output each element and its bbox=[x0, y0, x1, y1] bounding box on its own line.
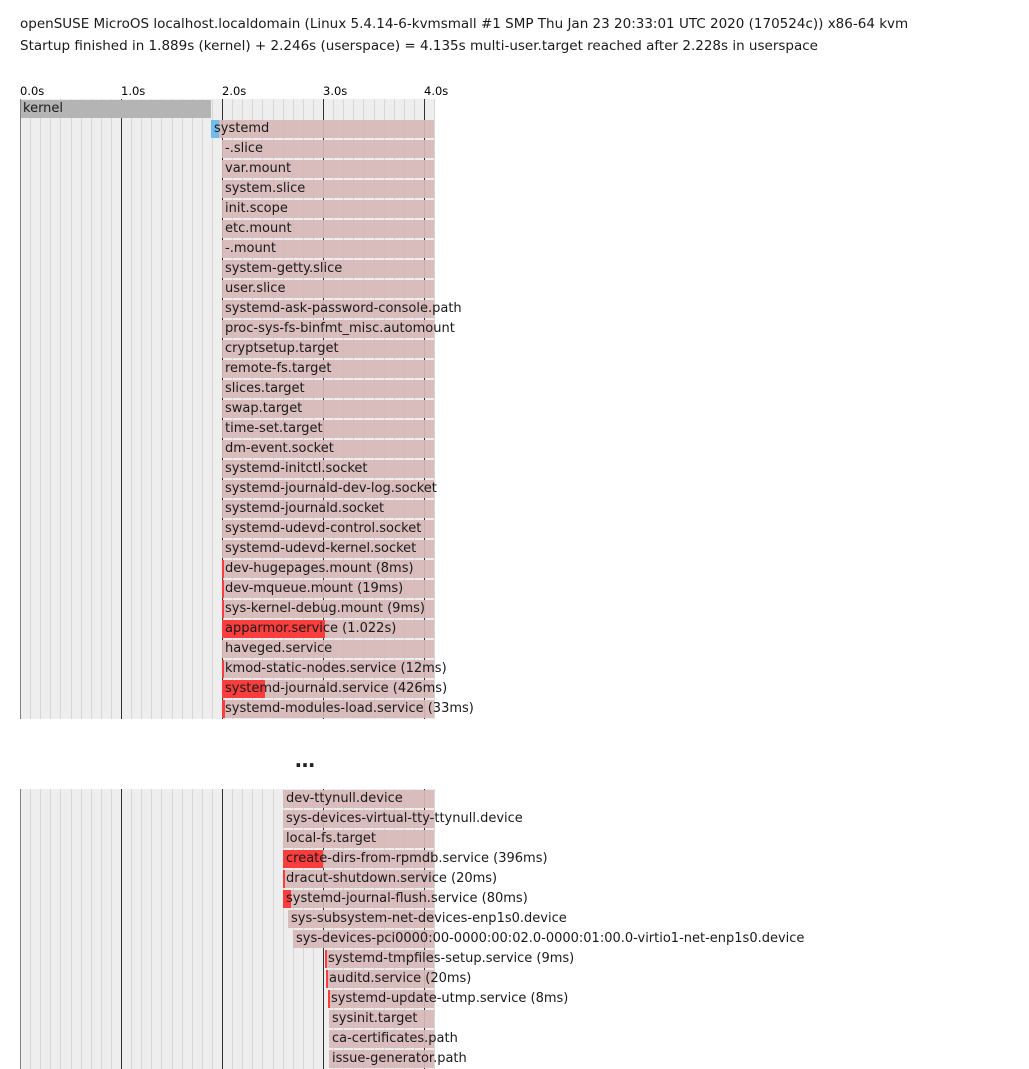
unit-total-bar bbox=[222, 160, 434, 178]
timeline-row[interactable] bbox=[20, 419, 434, 439]
unit-total-bar bbox=[222, 500, 434, 518]
timeline-row[interactable] bbox=[20, 659, 447, 679]
unit-active-bar bbox=[222, 700, 225, 718]
timeline-row[interactable] bbox=[20, 99, 434, 119]
unit-label: kernel bbox=[23, 101, 64, 116]
unit-active-bar bbox=[283, 870, 285, 888]
timeline-row[interactable] bbox=[20, 559, 434, 579]
unit-initializing-bar bbox=[211, 120, 219, 138]
timeline-row[interactable] bbox=[20, 639, 434, 659]
timeline-row[interactable] bbox=[20, 809, 523, 829]
timeline-row[interactable] bbox=[20, 579, 434, 599]
unit-total-bar bbox=[293, 930, 434, 948]
timeline-row[interactable] bbox=[20, 219, 434, 239]
unit-label: systemd-tmpfiles-setup.service (9ms) bbox=[328, 951, 575, 966]
unit-total-bar bbox=[222, 700, 434, 718]
unit-active-bar bbox=[222, 600, 224, 618]
unit-total-bar bbox=[222, 140, 434, 158]
timeline-row[interactable] bbox=[20, 439, 434, 459]
unit-label: time-set.target bbox=[225, 421, 323, 436]
timeline-row[interactable] bbox=[20, 1049, 467, 1069]
unit-total-bar bbox=[222, 520, 434, 538]
unit-total-bar bbox=[325, 950, 434, 968]
timeline-row[interactable] bbox=[20, 399, 434, 419]
axis-tick-label: 3.0s bbox=[323, 84, 348, 98]
timeline-row[interactable] bbox=[20, 849, 548, 869]
timeline-row[interactable] bbox=[20, 159, 434, 179]
unit-label: local-fs.target bbox=[286, 831, 376, 846]
unit-total-bar bbox=[222, 260, 434, 278]
timeline-row[interactable] bbox=[20, 909, 567, 929]
unit-label: -.mount bbox=[225, 241, 277, 256]
unit-total-bar bbox=[222, 360, 434, 378]
unit-active-bar bbox=[325, 950, 327, 968]
unit-total-bar bbox=[211, 120, 434, 138]
plot-left-border bbox=[20, 99, 21, 719]
unit-label: sysinit.target bbox=[332, 1011, 418, 1026]
unit-total-bar bbox=[222, 420, 434, 438]
unit-label: haveged.service bbox=[225, 641, 333, 656]
timeline-row[interactable] bbox=[20, 459, 434, 479]
unit-total-bar bbox=[328, 990, 434, 1008]
axis-tick-label: 4.0s bbox=[424, 84, 449, 98]
unit-label: init.scope bbox=[225, 201, 288, 216]
unit-label: dev-ttynull.device bbox=[286, 791, 403, 806]
timeline-row[interactable] bbox=[20, 869, 498, 889]
timeline-row[interactable] bbox=[20, 279, 434, 299]
timeline-row[interactable] bbox=[20, 949, 575, 969]
unit-label: etc.mount bbox=[225, 221, 292, 236]
unit-total-bar bbox=[222, 480, 434, 498]
unit-total-bar bbox=[288, 910, 434, 928]
unit-total-bar bbox=[222, 400, 434, 418]
unit-active-bar bbox=[222, 620, 325, 638]
unit-label: system.slice bbox=[225, 181, 306, 196]
timeline-row[interactable] bbox=[20, 299, 462, 319]
unit-label: remote-fs.target bbox=[225, 361, 332, 376]
timeline-row[interactable] bbox=[20, 359, 434, 379]
unit-label: systemd-journald.service (426ms) bbox=[225, 681, 448, 696]
unit-total-bar bbox=[283, 810, 434, 828]
unit-label: user.slice bbox=[225, 281, 286, 296]
unit-active-bar bbox=[326, 970, 328, 988]
unit-active-bar bbox=[283, 850, 323, 868]
unit-total-bar bbox=[283, 790, 434, 808]
startup-timing-line: Startup finished in 1.889s (kernel) + 2.246s (userspace) = 4.135s multi-user.target reached after 2.228s in userspace bbox=[20, 38, 818, 54]
unit-total-bar bbox=[222, 640, 434, 658]
unit-label: systemd-udevd-control.socket bbox=[225, 521, 422, 536]
unit-total-bar bbox=[283, 830, 434, 848]
system-description-line: openSUSE MicroOS localhost.localdomain (Linux 5.4.14-6-kvmsmall #1 SMP Thu Jan 23 20:33:01 UTC 2020 (170524c)) x86-64 kvm bbox=[20, 16, 909, 32]
unit-label: dm-event.socket bbox=[225, 441, 334, 456]
unit-total-bar bbox=[329, 1010, 434, 1028]
unit-label: systemd-update-utmp.service (8ms) bbox=[331, 991, 569, 1006]
unit-total-bar bbox=[222, 440, 434, 458]
timeline-row[interactable] bbox=[20, 1009, 434, 1029]
unit-label: systemd-modules-load.service (33ms) bbox=[225, 701, 474, 716]
timeline-row[interactable] bbox=[20, 499, 434, 519]
timeline-row[interactable] bbox=[20, 699, 474, 719]
unit-label: dev-hugepages.mount (8ms) bbox=[225, 561, 414, 576]
unit-total-bar bbox=[329, 1030, 434, 1048]
timeline-row[interactable] bbox=[20, 239, 434, 259]
timeline-row[interactable] bbox=[20, 619, 434, 639]
boot-summary-header bbox=[20, 13, 1010, 57]
plot-left-border bbox=[20, 789, 21, 1069]
unit-total-bar bbox=[222, 560, 434, 578]
unit-total-bar bbox=[222, 220, 434, 238]
unit-label: ca-certificates.path bbox=[332, 1031, 458, 1046]
timeline-plot-bottom bbox=[20, 789, 805, 1069]
unit-label: create-dirs-from-rpmdb.service (396ms) bbox=[286, 851, 548, 866]
timeline-row[interactable] bbox=[20, 789, 434, 809]
timeline-row[interactable] bbox=[20, 179, 434, 199]
unit-label: systemd-journald.socket bbox=[225, 501, 385, 516]
unit-active-bar bbox=[222, 580, 224, 598]
unit-label: proc-sys-fs-binfmt_misc.automount bbox=[225, 321, 455, 336]
timeline-row[interactable] bbox=[20, 1029, 458, 1049]
unit-label: -.slice bbox=[225, 141, 263, 156]
unit-total-bar bbox=[283, 870, 434, 888]
unit-total-bar bbox=[222, 600, 434, 618]
timeline-row[interactable] bbox=[20, 829, 434, 849]
timeline-plot-top bbox=[20, 99, 474, 719]
unit-label: kmod-static-nodes.service (12ms) bbox=[225, 661, 447, 676]
unit-label: swap.target bbox=[225, 401, 303, 416]
unit-label: systemd-udevd-kernel.socket bbox=[225, 541, 417, 556]
unit-total-bar bbox=[222, 460, 434, 478]
unit-label: systemd-journald-dev-log.socket bbox=[225, 481, 437, 496]
timeline-row[interactable] bbox=[20, 479, 437, 499]
unit-label: sys-kernel-debug.mount (9ms) bbox=[225, 601, 425, 616]
unit-label: var.mount bbox=[225, 161, 292, 176]
unit-active-bar bbox=[283, 890, 291, 908]
unit-total-bar bbox=[222, 340, 434, 358]
unit-label: auditd.service (20ms) bbox=[329, 971, 472, 986]
unit-label: dracut-shutdown.service (20ms) bbox=[286, 871, 498, 886]
unit-label: cryptsetup.target bbox=[225, 341, 339, 356]
unit-total-bar bbox=[222, 280, 434, 298]
axis-tick-label: 1.0s bbox=[121, 84, 146, 98]
timeline-row[interactable] bbox=[20, 199, 434, 219]
timeline-row[interactable] bbox=[20, 339, 434, 359]
axis-tick-label: 2.0s bbox=[222, 84, 247, 98]
unit-total-bar bbox=[222, 660, 434, 678]
unit-label: systemd bbox=[214, 121, 270, 136]
timeline-row[interactable] bbox=[20, 519, 434, 539]
unit-label: sys-devices-pci0000:00-0000:00:02.0-0000:01:00.0-virtio1-net-enp1s0.device bbox=[296, 931, 805, 946]
unit-label: sys-devices-virtual-tty-ttynull.device bbox=[286, 811, 523, 826]
unit-total-bar bbox=[222, 200, 434, 218]
unit-active-bar bbox=[222, 680, 265, 698]
timeline-row[interactable] bbox=[20, 139, 434, 159]
axis-tick-label: 0.0s bbox=[20, 84, 45, 98]
timeline-row[interactable] bbox=[20, 539, 434, 559]
unit-total-bar bbox=[222, 320, 434, 338]
unit-total-bar bbox=[222, 240, 434, 258]
timeline-row[interactable] bbox=[20, 889, 528, 909]
timeline-row[interactable] bbox=[20, 119, 434, 139]
unit-total-bar bbox=[283, 890, 434, 908]
unit-total-bar bbox=[222, 540, 434, 558]
unit-total-bar bbox=[222, 380, 434, 398]
unit-total-bar bbox=[222, 300, 434, 318]
timeline-row[interactable] bbox=[20, 259, 434, 279]
timeline-row[interactable] bbox=[20, 969, 472, 989]
unit-total-bar bbox=[326, 970, 434, 988]
unit-total-bar bbox=[222, 580, 434, 598]
timeline-row[interactable] bbox=[20, 679, 448, 699]
gridline-minor bbox=[434, 789, 435, 1069]
unit-total-bar bbox=[329, 1050, 434, 1068]
timeline-row[interactable] bbox=[20, 929, 805, 949]
unit-label: issue-generator.path bbox=[332, 1051, 467, 1066]
time-axis-top bbox=[0, 84, 474, 98]
unit-label: slices.target bbox=[225, 381, 305, 396]
unit-active-bar bbox=[222, 660, 224, 678]
unit-label: systemd-journal-flush.service (80ms) bbox=[286, 891, 528, 906]
timeline-row[interactable] bbox=[20, 989, 569, 1009]
kernel-bar bbox=[20, 100, 211, 118]
gridline-minor bbox=[434, 99, 435, 719]
unit-label: apparmor.service (1.022s) bbox=[225, 621, 397, 636]
timeline-row[interactable] bbox=[20, 379, 434, 399]
unit-label: sys-subsystem-net-devices-enp1s0.device bbox=[291, 911, 567, 926]
timeline-row[interactable] bbox=[20, 319, 455, 339]
unit-active-bar bbox=[222, 560, 224, 578]
unit-active-bar bbox=[328, 990, 330, 1008]
unit-label: systemd-initctl.socket bbox=[225, 461, 368, 476]
unit-total-bar bbox=[222, 180, 434, 198]
unit-label: systemd-ask-password-console.path bbox=[225, 301, 462, 316]
unit-label: dev-mqueue.mount (19ms) bbox=[225, 581, 404, 596]
truncation-ellipsis: … bbox=[295, 748, 317, 772]
timeline-row[interactable] bbox=[20, 599, 434, 619]
unit-label: system-getty.slice bbox=[225, 261, 343, 276]
